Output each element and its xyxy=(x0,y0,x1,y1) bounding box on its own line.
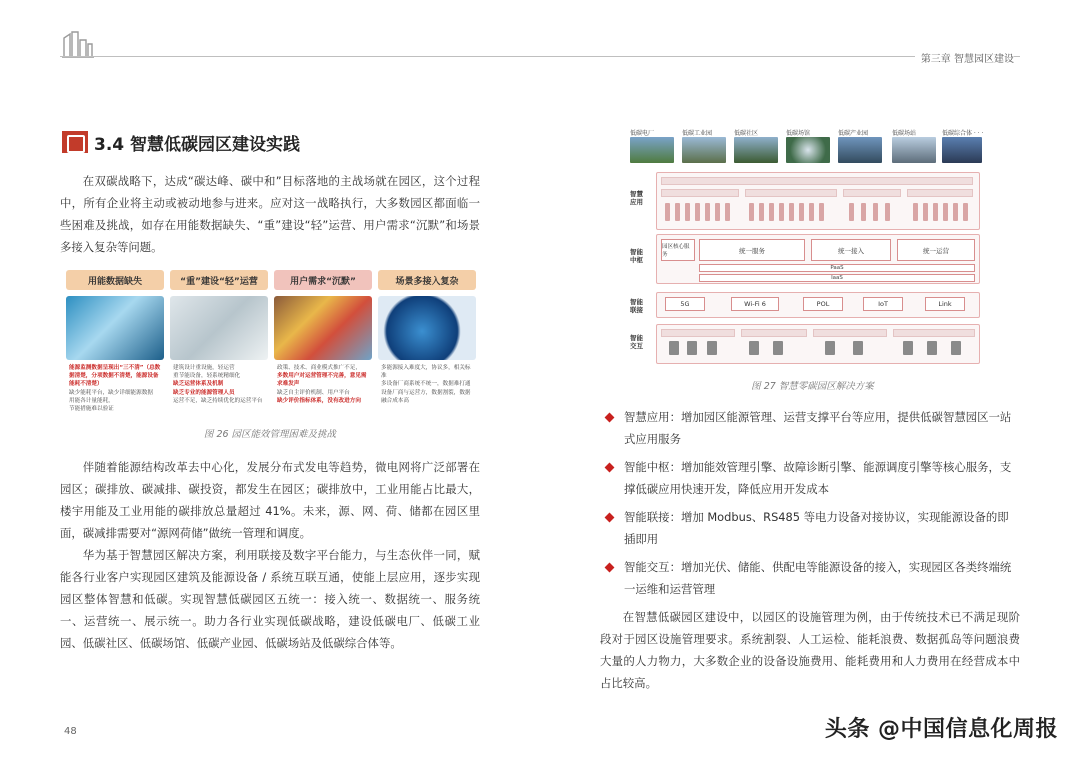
section-heading xyxy=(62,130,300,154)
watermark: 头条 @中国信息化周报 xyxy=(824,717,1058,742)
challenge-title: 用能数据缺失 xyxy=(66,270,164,290)
challenge-title: “重”建设“轻”运营 xyxy=(170,270,268,290)
sticky-notes-image xyxy=(274,296,372,360)
connect-wifi6: Wi-Fi 6 xyxy=(731,297,779,311)
diamond-bullet-icon xyxy=(605,563,615,573)
section-title: 3.4 智慧低碳园区建设实践 xyxy=(94,134,301,155)
challenge-column-3 xyxy=(274,270,372,430)
hub-layer-box xyxy=(656,234,980,284)
scenario-photo: 低碳综合体 · · · xyxy=(942,128,982,163)
challenge-points: 建筑设计重设施，轻运营 重节能设备，轻系统精细化 缺乏运营体系及机制 缺乏专业的能源管理人员 运营不足，缺乏持续优化的运营平台 xyxy=(173,365,263,404)
hub-unified-access: 统一接入 xyxy=(811,239,891,261)
scenario-photo: 低碳场馆 xyxy=(786,128,830,163)
tablet-hand-image xyxy=(66,296,164,360)
scenario-photo: 低碳社区 xyxy=(734,128,778,163)
layer-label: 智慧应用 xyxy=(630,190,643,206)
right-page xyxy=(600,60,1025,750)
figure-27-architecture xyxy=(630,128,984,373)
connect-pol: POL xyxy=(803,297,843,311)
challenge-points: 多能源接入难度大，协议多，相关标准 多设备厂商系统不统一，数据难打通 设备厂商与运营方，数据割裂，数据融合成本高 xyxy=(381,365,471,404)
figure-27-caption: 图 27 智慧零碳园区解决方案 xyxy=(751,381,874,392)
facility-paragraph: 在智慧低碳园区建设中，以园区的设施管理为例，由于传统技术已不满足现阶段对于园区设施管理要求。系统割裂、人工运检、能耗浪费、数据孤岛等问题浪费大量的人力物力，大多数企业的设备设施费用、能耗费用和人力费用在经营成本中占比较高。 xyxy=(600,610,1020,690)
hub-unified-ops: 统一运营 xyxy=(897,239,975,261)
challenge-title: 场景多接入复杂 xyxy=(378,270,476,290)
hub-unified-service: 统一服务 xyxy=(699,239,805,261)
layer-label: 智能联接 xyxy=(630,298,643,314)
connect-5g: 5G xyxy=(665,297,705,311)
scenario-photo: 低碳工业园 xyxy=(682,128,726,163)
scenario-photo: 低碳产业园 xyxy=(838,128,882,163)
connect-iot: IoT xyxy=(863,297,903,311)
connect-layer-box xyxy=(656,292,980,318)
left-page xyxy=(60,60,485,750)
bullet-smart-hub: 智能中枢：增加能效管理引擎、故障诊断引擎、能源调度引擎等核心服务，支撑低碳应用快速开发，降低应用开发成本 xyxy=(600,456,1020,500)
hub-core-service: 园区核心服务 xyxy=(661,239,695,261)
chapter-title: 第三章 智慧园区建设 xyxy=(915,50,1014,65)
challenge-points: 能源监测数据呈现出“三不清”（总数据清楚，分项数据不清楚，能源设备能耗不清楚） 缺少能耗平台，缺少详细能源数据 用能各计量能耗， 节能措施难以验证 xyxy=(69,365,161,413)
diamond-bullet-icon xyxy=(605,513,615,523)
bullet-smart-connection: 智能联接：增加 Modbus、RS485 等电力设备对接协议，实现能源设备的即插即用 xyxy=(600,506,1020,550)
sketch-man-image xyxy=(170,296,268,360)
intro-paragraph: 在双碳战略下，达成“碳达峰、碳中和”目标落地的主战场就在园区，这个过程中，所有企业将主动或被动地参与进来。应对这一战略执行，大多数园区都面临一些困难及挑战，如存在用能数据缺失、“重”建设“轻”运营、用户需求“沉默”和场景多接入复杂等问题。 xyxy=(60,174,480,254)
scenario-photo-row xyxy=(630,128,984,168)
diamond-bullet-icon xyxy=(605,463,615,473)
challenge-column-1 xyxy=(66,270,164,430)
challenge-points: 政策、技术、商业模式推广不足， 多数用户对运营管理不完善，意见需求难发声 缺乏自主评价机制、用户平台 缺少评价指标体系，没有改进方向 xyxy=(277,365,367,404)
energy-paragraph: 伴随着能源结构改革去中心化，发展分布式发电等趋势，微电网将广泛部署在园区；碳排放、碳减排、碳投资，都发生在园区；碳排放中，工业用能占比最大，楼宇用能及工业用能的碳排放总量超过 41%。未来，源、网、荷、储都在园区里面，碳减排需要对“源网荷储”做统一管理和调度。 xyxy=(60,460,480,540)
challenge-title: 用户需求“沉默” xyxy=(274,270,372,290)
scenario-photo: 低碳电厂 xyxy=(630,128,674,163)
layer-label: 智能中枢 xyxy=(630,248,643,264)
iaas-bar: IaaS xyxy=(699,274,975,282)
globe-network-image xyxy=(378,296,476,360)
huawei-paragraph: 华为基于智慧园区解决方案，利用联接及数字平台能力，与生态伙伴一同，赋能各行业客户实现园区建筑及能源设备 / 系统互联互通，使能上层应用，逐步实现园区整体智慧和低碳。实现智慧低碳园区五统一：接入统一、数据统一、服务统一、运营统一、展示统一。助力各行业实现低碳战略，建设低碳电厂、低碳工业园、低碳社区、低碳场馆、低碳产业园、低碳场站及低碳综合体等。 xyxy=(60,548,480,650)
interaction-layer-box xyxy=(656,324,980,364)
challenge-column-4 xyxy=(378,270,476,430)
bullet-smart-application: 智慧应用：增加园区能源管理、运营支撑平台等应用，提供低碳智慧园区一站式应用服务 xyxy=(600,406,1020,450)
bullet-smart-interaction: 智能交互：增加光伏、储能、供配电等能源设备的接入，实现园区各类终端统一运维和运营管理 xyxy=(600,556,1020,600)
layer-label: 智能交互 xyxy=(630,334,643,350)
header-rule xyxy=(60,56,1020,57)
diamond-bullet-icon xyxy=(605,413,615,423)
figure-26-challenges xyxy=(66,270,476,430)
scenario-photo: 低碳场站 xyxy=(892,128,936,163)
paas-bar: PaaS xyxy=(699,264,975,272)
figure-26-caption: 图 26 园区能效管理困难及挑战 xyxy=(203,429,337,440)
page-number: 48 xyxy=(64,726,77,737)
challenge-column-2 xyxy=(170,270,268,430)
app-layer-box xyxy=(656,172,980,230)
connect-link: Link xyxy=(925,297,965,311)
section-book-icon xyxy=(62,131,88,153)
book-logo-icon xyxy=(62,30,94,58)
